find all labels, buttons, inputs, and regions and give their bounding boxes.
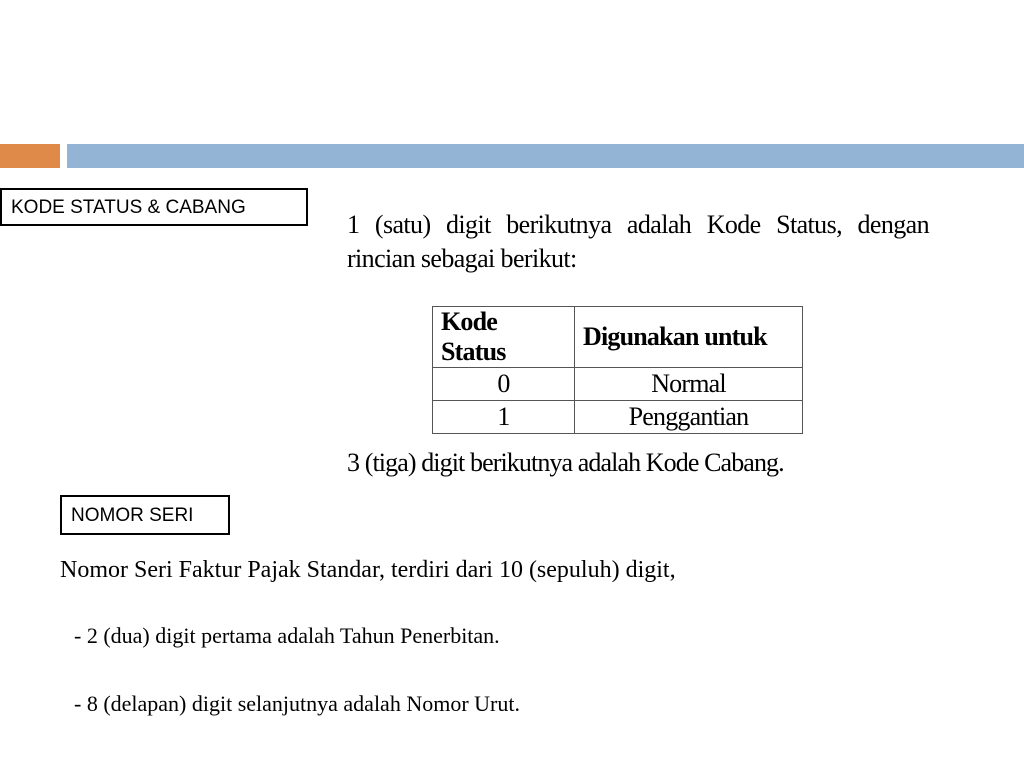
list-item: - 2 (dua) digit pertama adalah Tahun Penerbitan. xyxy=(74,623,500,648)
table-cell-usage: Normal xyxy=(575,368,803,401)
accent-bar-blue xyxy=(67,144,1024,168)
table-header-kode-status: Kode Status xyxy=(433,307,575,368)
table-row xyxy=(433,401,803,434)
kode-status-table xyxy=(432,306,803,434)
list-item: - 8 (delapan) digit selanjutnya adalah Nomor Urut. xyxy=(74,691,520,716)
table-header-digunakan-untuk: Digunakan untuk xyxy=(575,307,803,368)
table-cell-code: 1 xyxy=(433,401,575,434)
accent-bar-orange xyxy=(0,144,60,168)
status-intro-text: 1 (satu) digit berikutnya adalah Kode Status, dengan rincian sebagai berikut: xyxy=(347,210,929,273)
label-nomor-seri: NOMOR SERI xyxy=(60,495,230,535)
kode-cabang-text: 3 (tiga) digit berikutnya adalah Kode Cabang. xyxy=(347,448,784,477)
table-header-row xyxy=(433,307,803,368)
table-cell-code: 0 xyxy=(433,368,575,401)
nomor-seri-intro-text: Nomor Seri Faktur Pajak Standar, terdiri dari 10 (sepuluh) digit, xyxy=(60,557,676,583)
table-cell-usage: Penggantian xyxy=(575,401,803,434)
table-row xyxy=(433,368,803,401)
label-kode-status-cabang: KODE STATUS & CABANG xyxy=(0,188,308,226)
